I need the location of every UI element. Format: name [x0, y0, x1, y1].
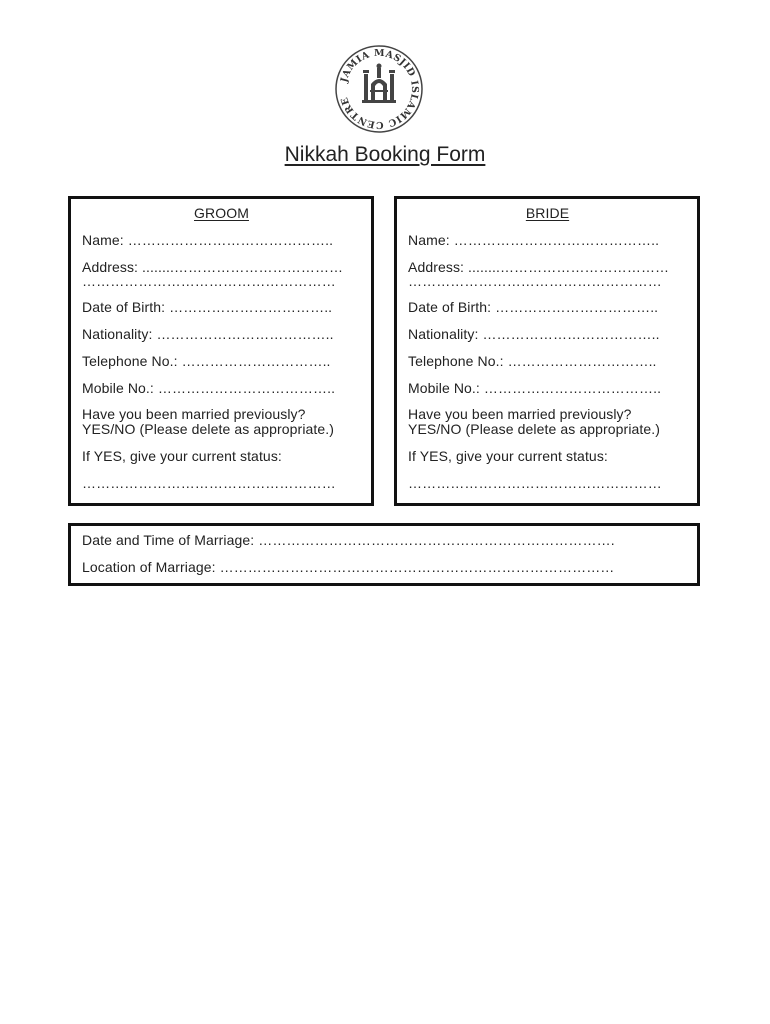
- groom-heading: GROOM: [194, 205, 249, 221]
- bride-dob-field[interactable]: Date of Birth: ……………………………..: [408, 299, 659, 315]
- groom-mobile-field[interactable]: Mobile No.: ………………………………..: [82, 380, 336, 396]
- marriage-location-field[interactable]: Location of Marriage: …………………………………………………………………………: [82, 559, 615, 575]
- bride-status-question: If YES, give your current status:: [408, 448, 608, 464]
- bride-mobile-field[interactable]: Mobile No.: ………………………………..: [408, 380, 662, 396]
- groom-address-continuation[interactable]: ………………………………………………: [82, 273, 336, 289]
- bride-address-field[interactable]: Address: ........………………………………: [408, 259, 670, 275]
- groom-address-field[interactable]: Address: ........………………………………: [82, 259, 344, 275]
- groom-telephone-field[interactable]: Telephone No.: …………………………..: [82, 353, 331, 369]
- svg-text:JAMIA MASJID ISLAMIC CENTRE: JAMIA MASJID ISLAMIC CENTRE: [338, 47, 421, 131]
- groom-status-field[interactable]: ………………………………………………: [82, 475, 336, 491]
- bride-section: [394, 196, 700, 506]
- groom-dob-field[interactable]: Date of Birth: ……………………………..: [82, 299, 333, 315]
- bride-heading: BRIDE: [525, 205, 570, 221]
- groom-status-question: If YES, give your current status:: [82, 448, 282, 464]
- bride-married-options[interactable]: YES/NO (Please delete as appropriate.): [408, 421, 661, 437]
- page-title: Nikkah Booking Form: [284, 143, 486, 166]
- bride-status-field[interactable]: ………………………………………………: [408, 475, 662, 491]
- groom-married-options[interactable]: YES/NO (Please delete as appropriate.): [82, 421, 335, 437]
- bride-telephone-field[interactable]: Telephone No.: …………………………..: [408, 353, 657, 369]
- marriage-details-section: [68, 523, 700, 586]
- marriage-datetime-field[interactable]: Date and Time of Marriage: ………………………………………………………………….: [82, 532, 615, 548]
- bride-name-field[interactable]: Name: ……………………………………..: [408, 232, 660, 248]
- islamic-centre-logo: [334, 44, 424, 134]
- groom-name-field[interactable]: Name: ……………………………………..: [82, 232, 334, 248]
- bride-address-continuation[interactable]: ………………………………………………: [408, 273, 662, 289]
- bride-nationality-field[interactable]: Nationality: ………………………………..: [408, 326, 660, 342]
- groom-married-question: Have you been married previously?: [82, 406, 306, 422]
- bride-married-question: Have you been married previously?: [408, 406, 632, 422]
- groom-nationality-field[interactable]: Nationality: ………………………………..: [82, 326, 334, 342]
- groom-section: [68, 196, 374, 506]
